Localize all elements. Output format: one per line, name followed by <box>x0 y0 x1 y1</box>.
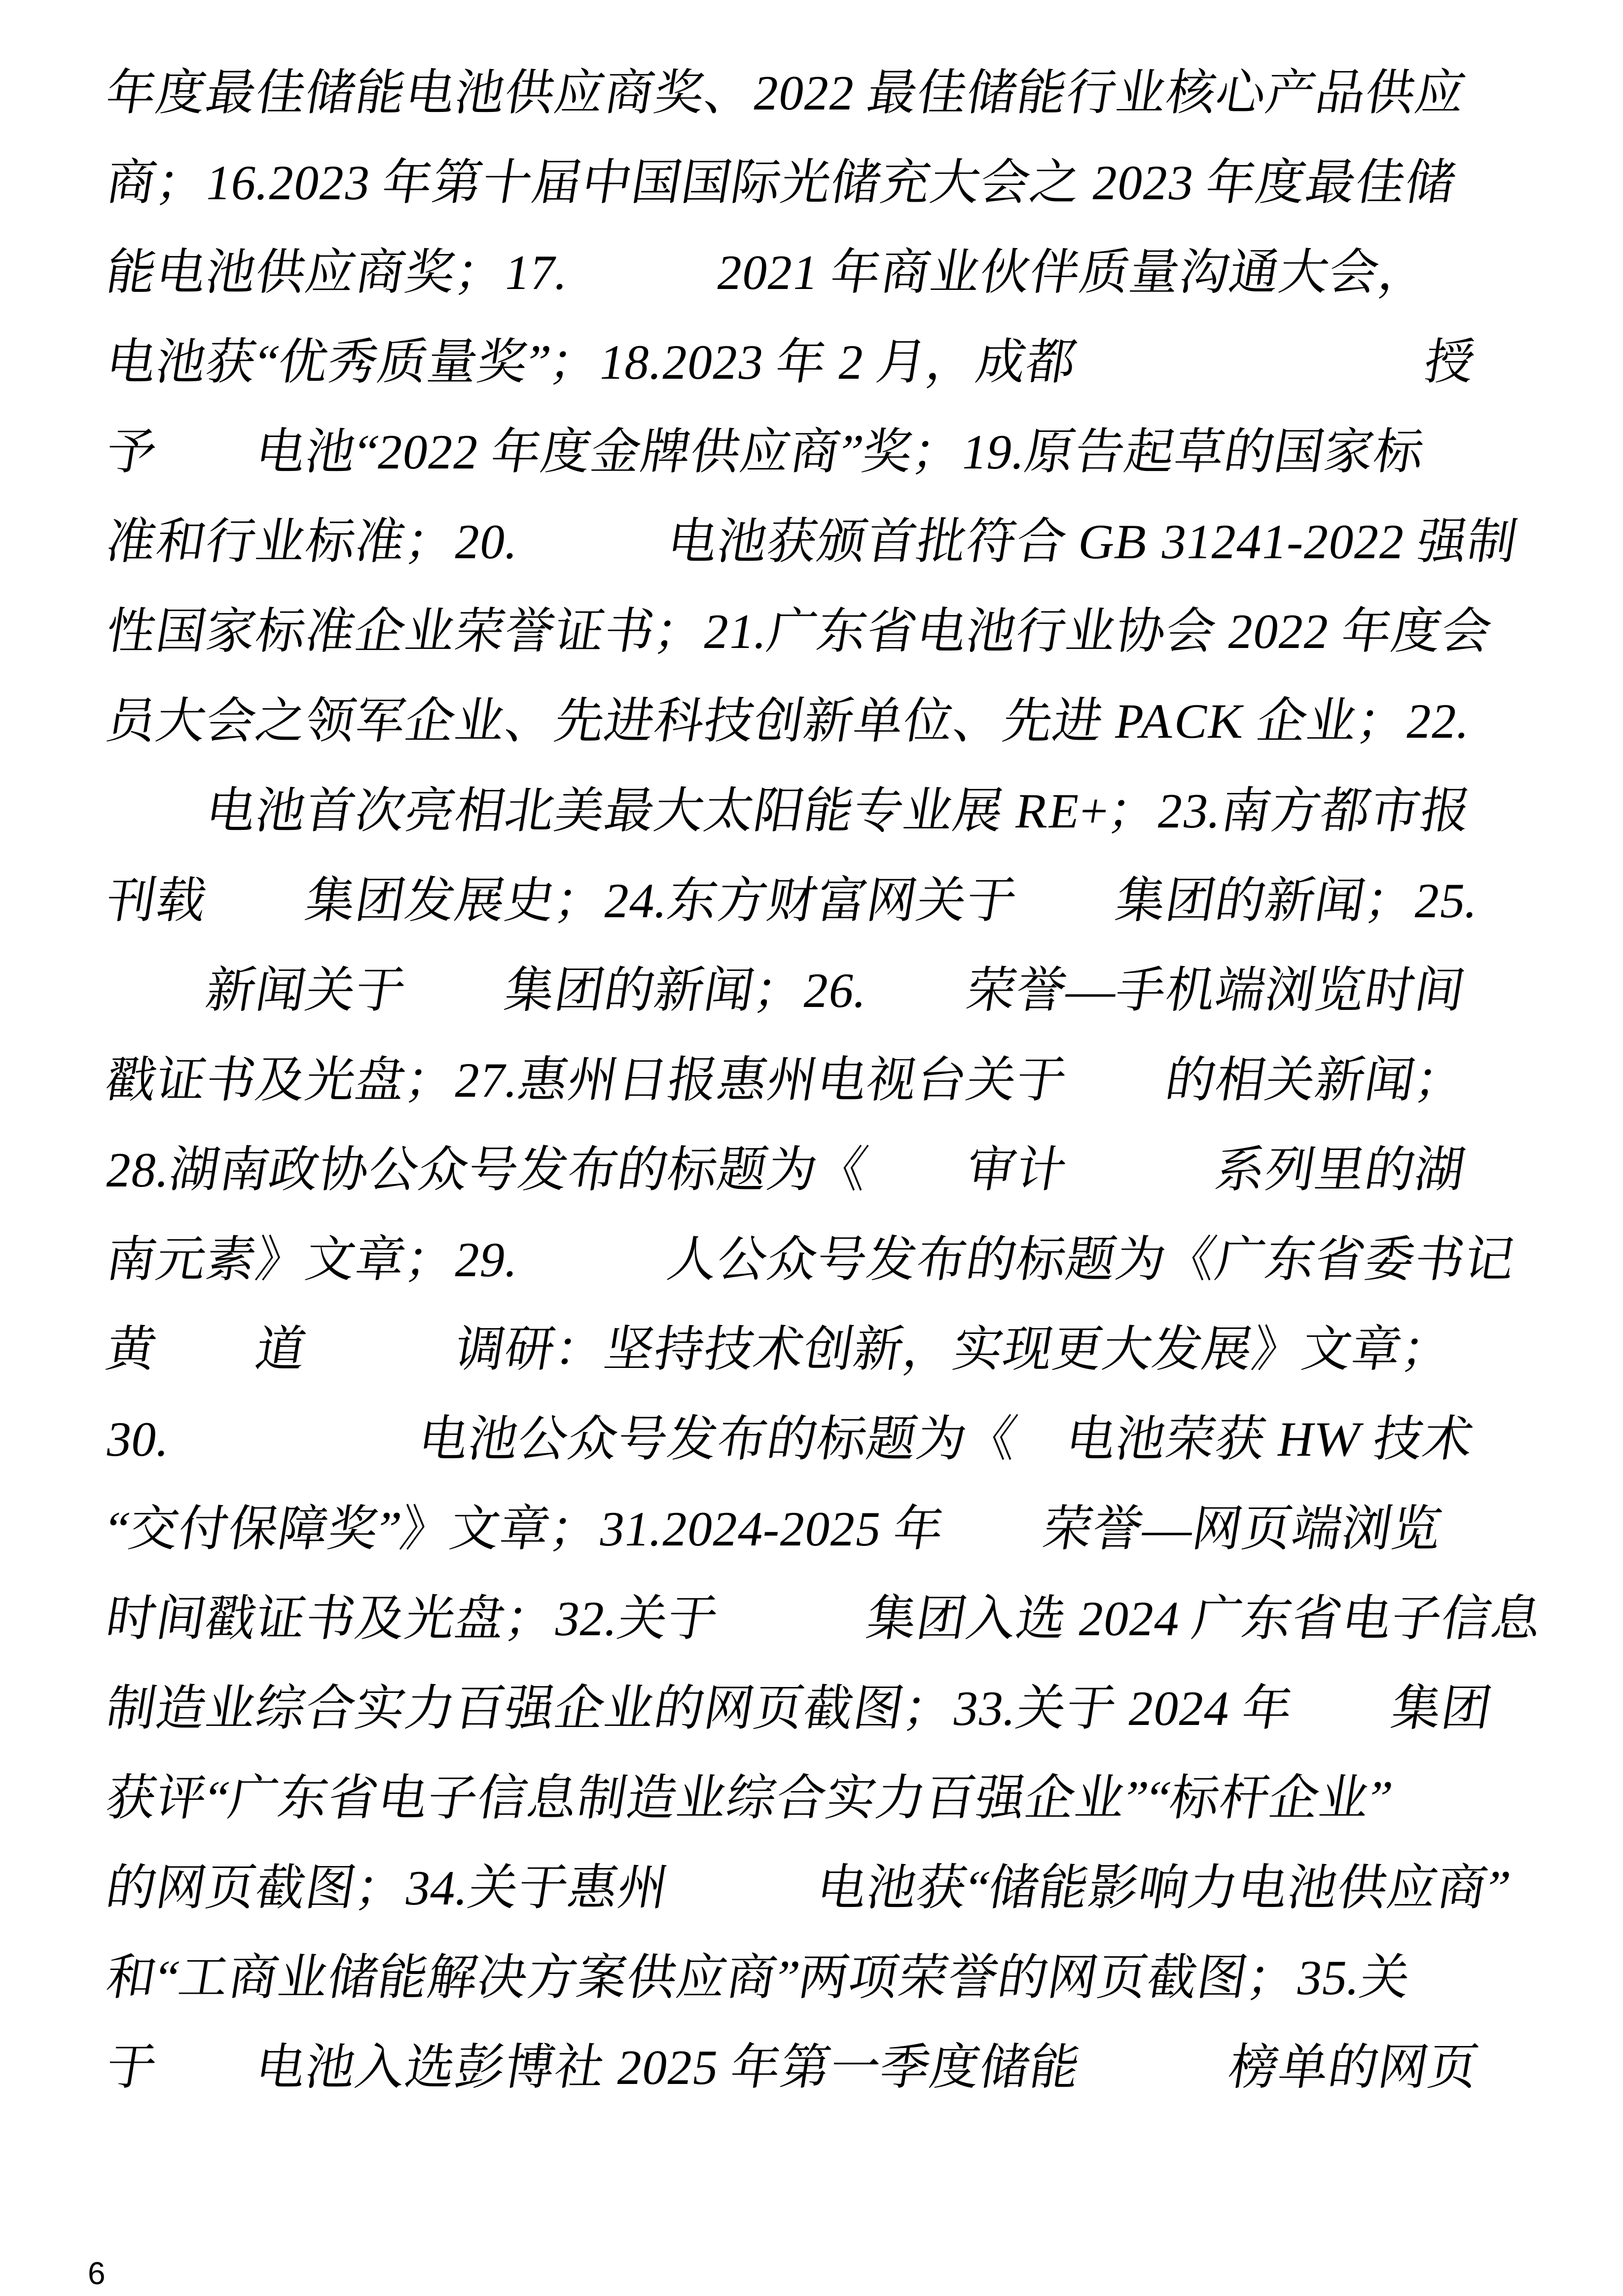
text-line: 和“工商业储能解决方案供应商”两项荣誉的网页截图；35.关 <box>102 1950 1415 2005</box>
text-line: 刊载 集团发展史；24.东方财富网关于 集团的新闻；25. <box>102 873 1483 928</box>
text-line: 28.湖南政协公众号发布的标题为《 审计 系列里的湖 <box>102 1143 1470 1197</box>
text-line: 制造业综合实力百强企业的网页截图；33.关于 2024 年 集团 <box>102 1681 1496 1736</box>
text-line: 时间戳证书及光盘；32.关于 集团入选 2024 广东省电子信息 <box>102 1591 1546 1646</box>
text-line: 的网页截图；34.关于惠州 电池获“储能影响力电池供应商” <box>102 1861 1515 1915</box>
text-line: 能电池供应商奖；17. 2021 年商业伙伴质量沟通大会， <box>102 245 1434 300</box>
text-line: 黄 道 调研：坚持技术创新，实现更大发展》文章； <box>102 1322 1456 1377</box>
text-line: 电池获“优秀质量奖”；18.2023 年 2 月，成都 授 <box>102 335 1479 390</box>
text-line: 30. 电池公众号发布的标题为《 电池荣获 HW 技术 <box>102 1412 1478 1467</box>
text-line: 戳证书及光盘；27.惠州日报惠州电视台关于 的相关新闻； <box>102 1053 1470 1108</box>
text-line: 南元素》文章；29. 人公众号发布的标题为《广东省委书记 <box>102 1232 1519 1287</box>
text-line: 年度最佳储能电池供应商奖、2022 最佳储能行业核心产品供应 <box>102 66 1470 120</box>
text-line: 电池首次亮相北美最大太阳能专业展 RE+；23.南方都市报 <box>102 784 1475 838</box>
text-line: 员大会之领军企业、先进科技创新单位、先进 PACK 企业；22. <box>102 694 1475 749</box>
document-body <box>101 48 1546 2113</box>
text-line: 于 电池入选彭博社 2025 年第一季度储能 榜单的网页 <box>102 2040 1483 2095</box>
text-line: 准和行业标准；20. 电池获颁首批符合 GB 31241-2022 强制 <box>102 514 1522 569</box>
text-line: 商；16.2023 年第十届中国国际光储充大会之 2023 年度最佳储 <box>102 155 1460 210</box>
text-line: 获评“广东省电子信息制造业综合实力百强企业”“标杆企业” <box>102 1771 1396 1826</box>
page-number: 6 <box>88 2256 106 2291</box>
text-line: 予 电池“2022 年度金牌供应商”奖；19.原告起草的国家标 <box>102 425 1429 479</box>
text-line: “交付保障奖”》文章；31.2024-2025 年 荣誉—网页端浏览 <box>102 1502 1446 1556</box>
text-line: 性国家标准企业荣誉证书；21.广东省电池行业协会 2022 年度会 <box>102 604 1496 659</box>
text-line: 新闻关于 集团的新闻；26. 荣誉—手机端浏览时间 <box>102 963 1470 1018</box>
